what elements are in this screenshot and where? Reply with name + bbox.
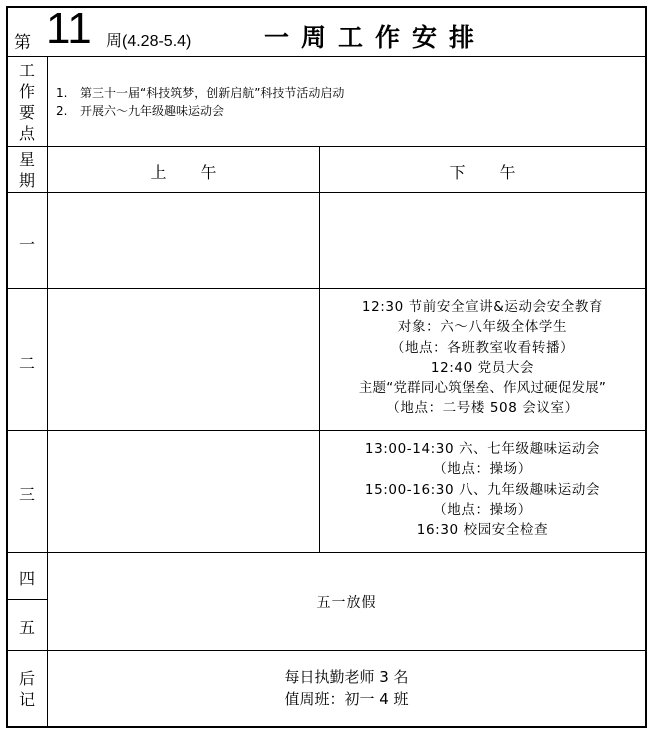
schedule-line: （地点：二号楼 508 会议室） [386, 400, 579, 417]
schedule-line: 13:00-14:30 六、七年级趣味运动会 [364, 441, 601, 457]
footer-notes [48, 666, 645, 710]
week-date-range: 周(4.28-5.4) [106, 33, 192, 50]
frame-bottom [6, 726, 646, 728]
divider-header [6, 192, 646, 193]
divider-day2 [6, 430, 646, 431]
week-prefix: 第 [14, 33, 31, 53]
key-points-list [56, 84, 344, 120]
footer-line: 每日执勤老师 3 名 [284, 668, 409, 686]
weekday-label-char: 期 [18, 170, 35, 190]
schedule-line: 12:40 党员大会 [430, 359, 535, 376]
footer-line: 值周班：初一 4 班 [284, 690, 409, 708]
schedule-line: 15:00-16:30 八、九年级趣味运动会 [364, 481, 601, 498]
holiday-notice: 五一放假 [316, 595, 377, 611]
schedule-line: （地点：各班教室收看转播） [390, 339, 575, 356]
page-title: 一周工作安排 [264, 23, 487, 52]
footer-label-char: 后 [18, 668, 35, 688]
day-label-thursday: 四 [18, 569, 35, 588]
morning-column-header: 上午 [150, 163, 251, 182]
key-point-text: 开展六～九年级趣味运动会 [80, 104, 225, 118]
tuesday-afternoon-schedule [320, 297, 645, 419]
schedule-line: 16:30 校园安全检查 [416, 522, 549, 539]
schedule-line: 对象：六～八年级全体学生 [397, 319, 568, 336]
key-point-number: 2. [56, 104, 68, 118]
key-points-label-char: 作 [18, 81, 35, 101]
divider-keypoints [6, 146, 646, 147]
key-points-label-char: 工 [18, 60, 35, 80]
key-point-text: 第三十一届“科技筑梦，创新启航”科技节活动启动 [80, 86, 345, 100]
day-label-friday: 五 [18, 618, 35, 637]
schedule-line: 主题“党群同心筑堡垒、作风过硬促发展” [358, 380, 607, 397]
divider-title [6, 56, 646, 57]
day-label-monday: 一 [18, 235, 35, 254]
key-point-item [56, 84, 344, 102]
divider-day1 [6, 288, 646, 289]
divider-day5 [6, 650, 646, 651]
weekday-column-label [7, 147, 47, 192]
afternoon-column-header: 下午 [449, 163, 550, 182]
divider-day3 [6, 552, 646, 553]
divider-day4 [6, 599, 48, 600]
title-row [10, 6, 646, 56]
wednesday-afternoon-schedule [320, 439, 645, 540]
day-label-tuesday: 二 [18, 354, 35, 373]
frame-right [645, 6, 647, 728]
key-points-label-char: 点 [18, 123, 35, 143]
footer-label-char: 记 [18, 689, 35, 709]
weekday-label-char: 星 [18, 149, 35, 169]
divider-label-column [47, 56, 48, 727]
schedule-line: 12:30 节前安全宣讲&运动会安全教育 [361, 299, 604, 315]
schedule-line: （地点：操场） [433, 501, 532, 518]
key-point-number: 1. [56, 86, 68, 100]
week-number: 11 [46, 4, 92, 53]
day-label-wednesday: 三 [18, 485, 35, 504]
key-points-label [7, 57, 47, 146]
key-points-label-char: 要 [18, 102, 35, 122]
footer-label [7, 651, 47, 726]
schedule-line: （地点：操场） [433, 461, 532, 478]
key-point-item [56, 102, 344, 120]
